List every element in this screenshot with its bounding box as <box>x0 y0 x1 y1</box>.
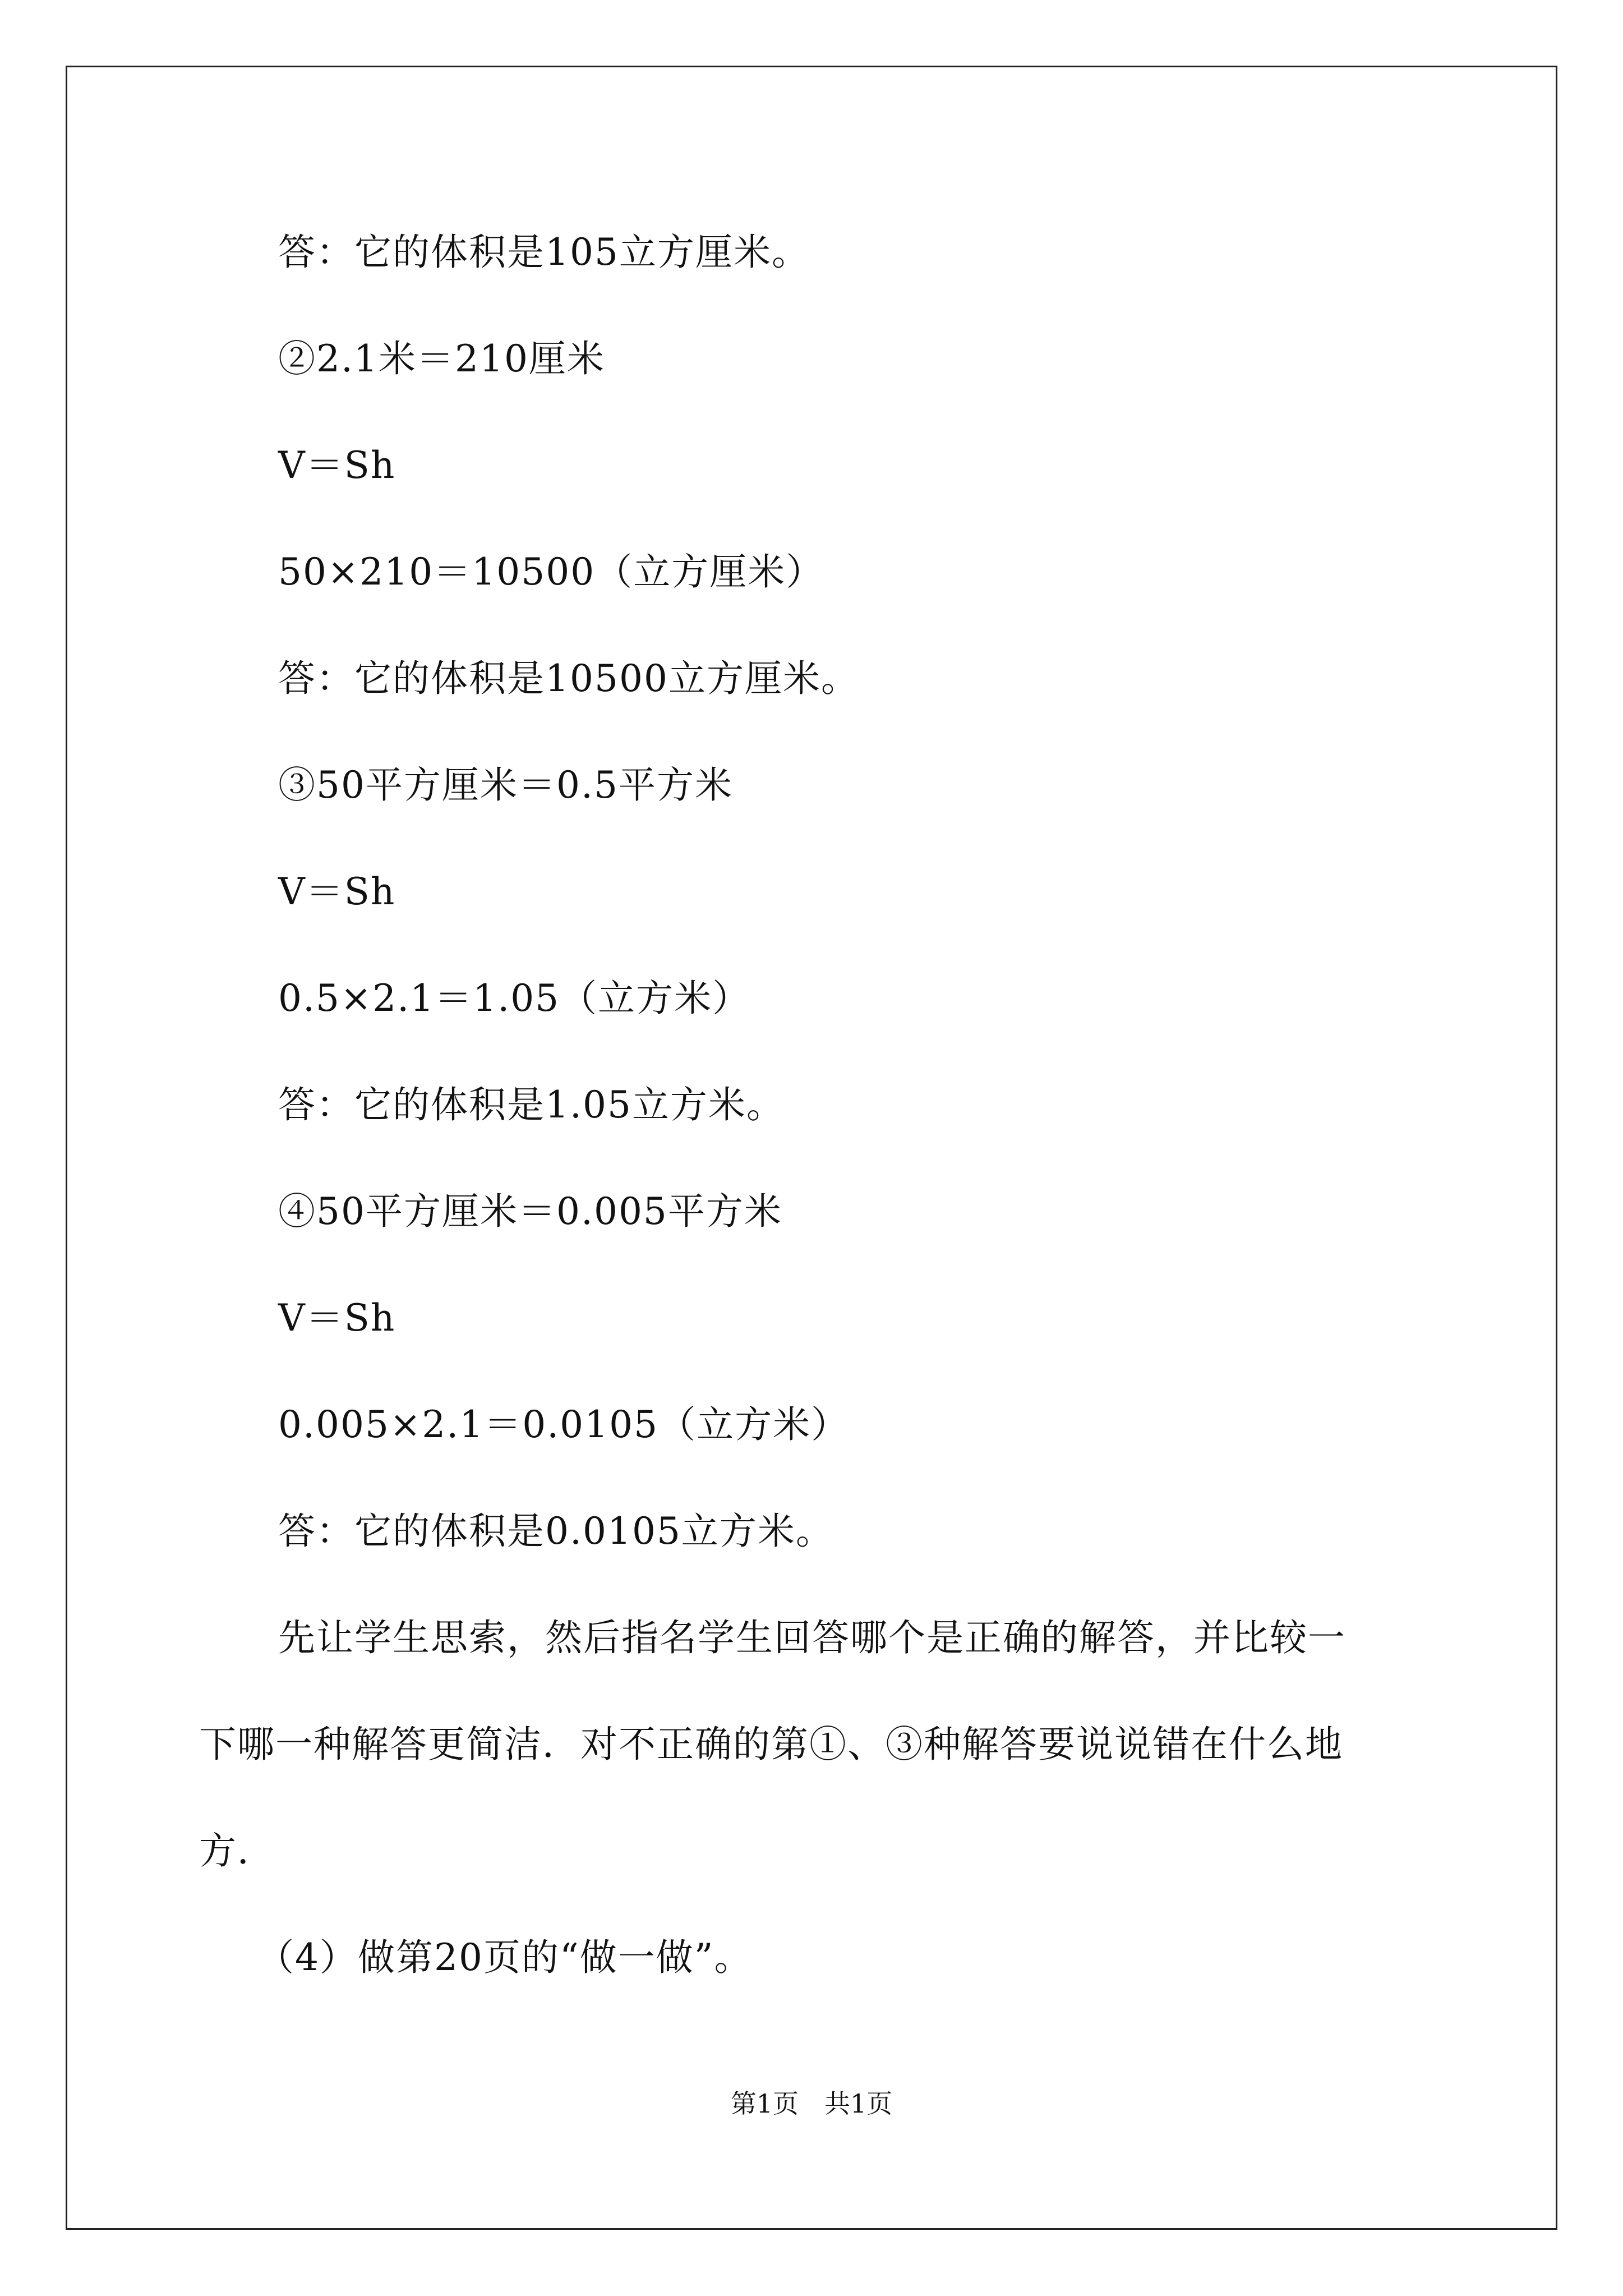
page-number: 第1页 共1页 <box>730 2088 893 2119</box>
conversion-line-4: ④50平方厘米＝0.005平方米 <box>278 1190 782 1233</box>
task-line: （4）做第20页的“做一做”。 <box>257 1936 753 1979</box>
paragraph-line-2: 下哪一种解答更简洁．对不正确的第①、③种解答要说说错在什么地 <box>199 1723 1343 1766</box>
calculation-line-2: 50×210＝10500（立方厘米） <box>278 550 824 593</box>
answer-line-1: 答：它的体积是105立方厘米。 <box>278 231 810 274</box>
answer-line-2: 答：它的体积是10500立方厘米。 <box>278 657 859 700</box>
formula-line-4: V＝Sh <box>278 1296 396 1340</box>
conversion-line-3: ③50平方厘米＝0.5平方米 <box>278 763 733 807</box>
formula-line-3: V＝Sh <box>278 870 396 913</box>
paragraph-line-1: 先让学生思索，然后指名学生回答哪个是正确的解答，并比较一 <box>278 1616 1346 1659</box>
calculation-line-4: 0.005×2.1＝0.0105（立方米） <box>278 1403 850 1446</box>
formula-line-2: V＝Sh <box>278 444 396 487</box>
conversion-line-2: ②2.1米＝210厘米 <box>278 337 605 380</box>
paragraph-line-3: 方． <box>199 1829 275 1872</box>
page-border <box>66 66 1557 2230</box>
answer-line-4: 答：它的体积是0.0105立方米。 <box>278 1510 834 1553</box>
answer-line-3: 答：它的体积是1.05立方米。 <box>278 1083 785 1126</box>
calculation-line-3: 0.5×2.1＝1.05（立方米） <box>278 977 751 1020</box>
